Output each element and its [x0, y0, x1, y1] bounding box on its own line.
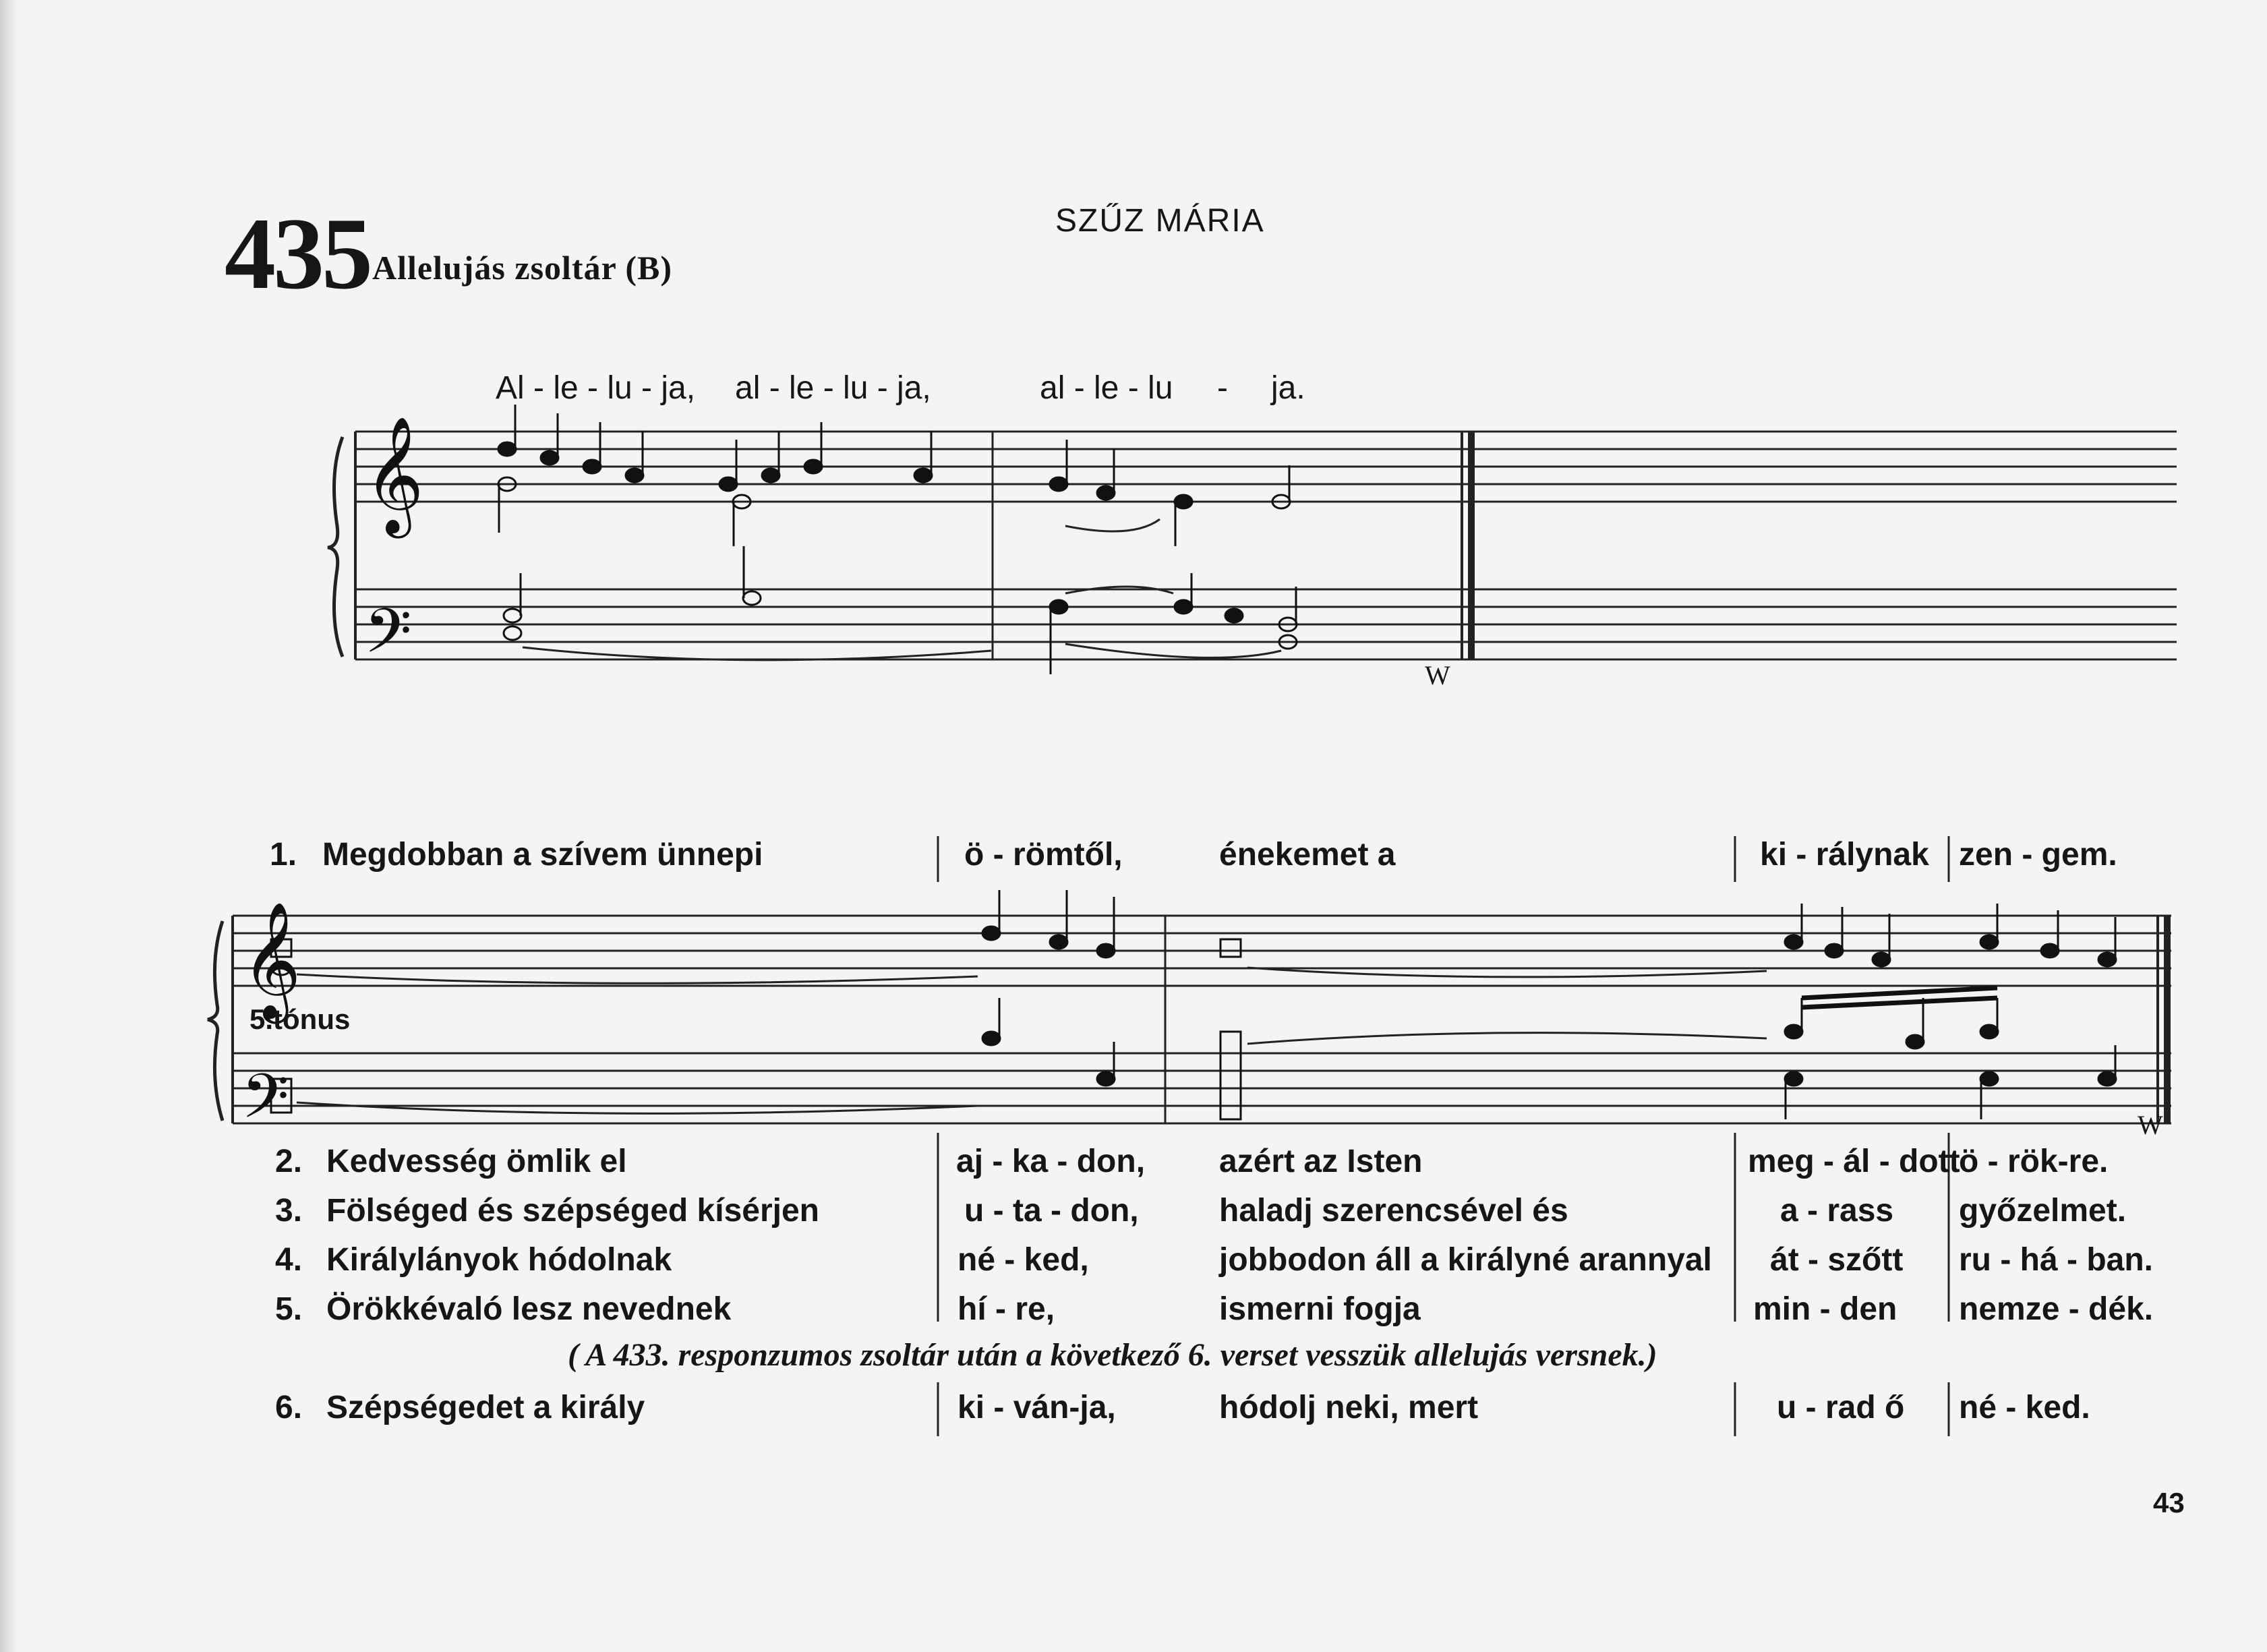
verse-part-4: át - szőtt — [1770, 1242, 1904, 1278]
tone-treble-staff — [233, 916, 2171, 986]
hymn-number: 435 — [225, 197, 370, 310]
verse-part-3: ismerni fogja — [1219, 1291, 1421, 1327]
verse-part-1: Örökkévaló lesz nevednek — [326, 1291, 732, 1327]
verse-part-5: ru - há - ban. — [1959, 1242, 2153, 1278]
verse-part-1: Szépségedet a király — [326, 1390, 645, 1425]
verse-part-3: haladj szerencsével és — [1219, 1193, 1568, 1229]
verse-number: 1. — [270, 837, 297, 873]
svg-text:𝄞: 𝄞 — [241, 902, 301, 1019]
verse-number: 2. — [275, 1144, 303, 1179]
verse-part-4: min - den — [1753, 1291, 1897, 1327]
instruction-note: ( A 433. responzumos zsoltár után a következő 6. verset vesszük allelujás versnek.) — [568, 1337, 1657, 1373]
verse-part-3: jobbodon áll a királyné arannyal — [1219, 1242, 1712, 1278]
antiphon-syllable: al - le - lu - ja, — [735, 370, 931, 406]
tone-label: 5.tónus — [249, 1003, 351, 1035]
verse-part-3: azért az Isten — [1219, 1144, 1423, 1179]
verse-part-1: Fölséged és szépséged kísérjen — [326, 1193, 819, 1229]
page-number: 43 — [2153, 1487, 2185, 1518]
antiphon-syllable: - — [1217, 370, 1228, 406]
verse-part-4: meg - ál - dott — [1748, 1144, 1960, 1179]
verse-part-5: győzelmet. — [1959, 1193, 2127, 1229]
verse-part-4: a - rass — [1780, 1193, 1894, 1229]
svg-text:𝄢: 𝄢 — [364, 595, 412, 682]
verse-part-1: Kedvesség ömlik el — [326, 1144, 627, 1179]
svg-text:𝄞: 𝄞 — [364, 416, 424, 533]
verse-part-2: ki - ván-ja, — [958, 1390, 1116, 1425]
verse-part-5: ö - rök-re. — [1959, 1144, 2109, 1179]
verse-part-4: u - rad ő — [1777, 1390, 1905, 1425]
antiphon-bass-staff — [355, 589, 2177, 659]
tone-ending-marker: W — [2138, 1110, 2163, 1140]
verse-part-2: hí - re, — [958, 1291, 1055, 1327]
verse-number: 3. — [275, 1193, 303, 1229]
verse-part-3: énekemet a — [1219, 837, 1396, 873]
antiphon-syllable: al - le - lu — [1040, 370, 1173, 406]
verse-part-2: u - ta - don, — [964, 1193, 1139, 1229]
section-title: SZŰZ MÁRIA — [1055, 203, 1265, 239]
hymn-title: Allelujás zsoltár (B) — [372, 249, 673, 287]
verse-number: 4. — [275, 1242, 303, 1278]
antiphon-ending-marker: W — [1425, 660, 1450, 690]
verse-part-4: ki - rálynak — [1760, 837, 1929, 873]
antiphon-treble-staff — [355, 432, 2177, 502]
verse-part-1: Királylányok hódolnak — [326, 1242, 672, 1278]
antiphon-syllable: ja. — [1271, 370, 1305, 406]
verse-number: 6. — [275, 1390, 303, 1425]
verse-part-2: aj - ka - don, — [956, 1144, 1146, 1179]
verse-part-5: né - ked. — [1959, 1390, 2090, 1425]
verse-part-2: né - ked, — [958, 1242, 1089, 1278]
antiphon-syllable: Al - le - lu - ja, — [496, 370, 696, 406]
verse-part-3: hódolj neki, mert — [1219, 1390, 1479, 1425]
verse-number: 5. — [275, 1291, 303, 1327]
verse-part-5: zen - gem. — [1959, 837, 2117, 873]
verse-part-1: Megdobban a szívem ünnepi — [322, 837, 763, 873]
svg-text:𝄢: 𝄢 — [241, 1061, 289, 1147]
verse-part-2: ö - römtől, — [964, 837, 1123, 873]
verse-part-5: nemze - dék. — [1959, 1291, 2154, 1327]
